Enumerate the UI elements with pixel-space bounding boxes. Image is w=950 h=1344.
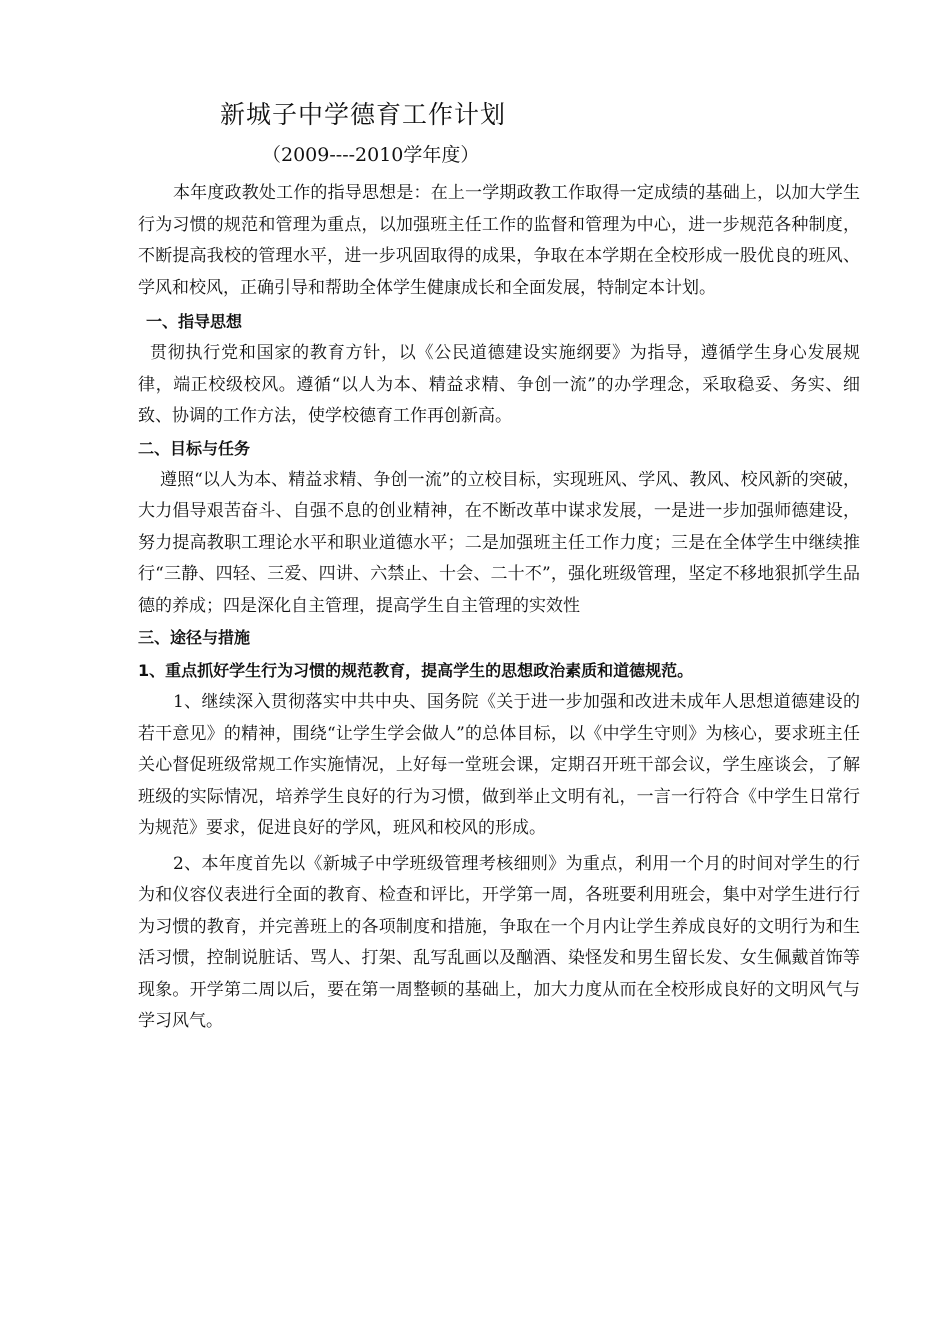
section-text-goals-tasks: 遵照“以人为本、精益求精、争创一流”的立校目标，实现班风、学风、教风、校风新的突破，大力倡导艰苦奋斗、自强不息的创业精神，在不断改革中谋求发展，一是进一步加强师德建设，努力提高教职工理论水平和职业道德水平；二是加强班主任工作力度；三是在全体学生中继续推行“三静、四轻、三爱、四讲、六禁止、十会、二十不”，强化班级管理，坚定不移地狠抓学生品德的养成；四是深化自主管理，提高学生自主管理的实效性 bbox=[138, 469, 860, 616]
section-subheading-behavior-education: 1、重点抓好学生行为习惯的规范教育，提高学生的思想政治素质和道德规范。 bbox=[138, 661, 694, 680]
document-body bbox=[138, 178, 860, 1038]
document-title: 新城子中学德育工作计划 bbox=[220, 100, 507, 129]
section-heading-approaches-measures: 三、途径与措施 bbox=[138, 628, 251, 647]
measure-item-1: 1、继续深入贯彻落实中共中央、国务院《关于进一步加强和改进未成年人思想道德建设的若干意见》的精神，围绕“让学生学会做人”的总体目标，以《中学生守则》为核心，要求班主任关心督促班级常规工作实施情况，上好每一堂班会课，定期召开班干部会议，学生座谈会，了解班级的实际情况，培养学生良好的行为习惯，做到举止文明有礼，一言一行符合《中学生日常行为规范》要求，促进良好的学风，班风和校风的形成。 bbox=[138, 692, 860, 838]
section-text-guiding-ideology: 贯彻执行党和国家的教育方针，以《公民道德建设实施纲要》为指导，遵循学生身心发展规律，端正校级校风。遵循“以人为本、精益求精、争创一流”的办学理念，采取稳妥、务实、细致、协调的工作方法，使学校德育工作再创新高。 bbox=[138, 343, 860, 426]
section-heading-guiding-ideology: 一、指导思想 bbox=[146, 312, 243, 331]
document-subtitle: （2009----2010学年度） bbox=[262, 144, 480, 166]
intro-paragraph: 本年度政教处工作的指导思想是：在上一学期政教工作取得一定成绩的基础上，以加大学生行为习惯的规范和管理为重点，以加强班主任工作的监督和管理为中心，进一步规范各种制度，不断提高我校的管理水平，进一步巩固取得的成果，争取在本学期在全校形成一股优良的班风、学风和校风，正确引导和帮助全体学生健康成长和全面发展，特制定本计划。 bbox=[138, 183, 860, 298]
section-heading-goals-tasks: 二、目标与任务 bbox=[138, 438, 251, 458]
measure-item-2: 2、本年度首先以《新城子中学班级管理考核细则》为重点，利用一个月的时间对学生的行为和仪容仪表进行全面的教育、检查和评比，开学第一周，各班要利用班会，集中对学生进行行为习惯的教育，并完善班上的各项制度和措施，争取在一个月内让学生养成良好的文明行为和生活习惯，控制说脏话、骂人、打架、乱写乱画以及酗酒、染怪发和男生留长发、女生佩戴首饰等现象。开学第二周以后，要在第一周整顿的基础上，加大力度从而在全校形成良好的文明风气与学习风气。 bbox=[138, 853, 860, 1031]
